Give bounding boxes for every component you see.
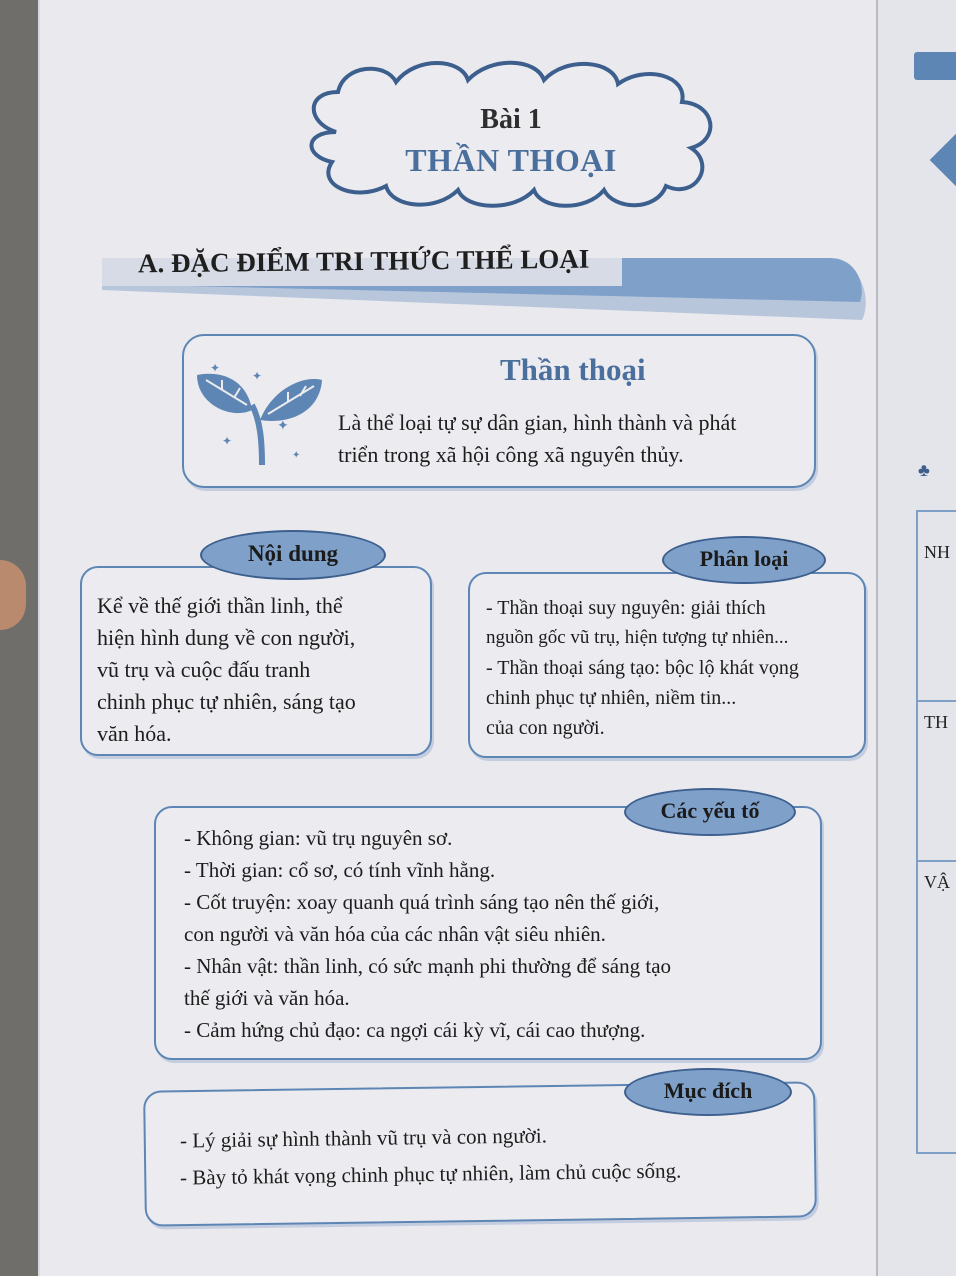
definition-title: Thần thoại: [500, 352, 646, 387]
section-title: A. ĐẶC ĐIỂM TRI THỨC THỂ LOẠI: [137, 243, 590, 279]
elements-line: con người và văn hóa của các nhân vật siêu nhiên.: [184, 922, 606, 946]
classify-line: chinh phục tự nhiên, niềm tin...: [486, 687, 737, 709]
svg-text:✦: ✦: [210, 361, 221, 375]
svg-text:✦: ✦: [252, 369, 263, 383]
thumb: [0, 560, 26, 630]
svg-text:✦: ✦: [277, 419, 289, 434]
adjacent-row-label: TH: [924, 712, 948, 732]
elements-line: - Cảm hứng chủ đạo: ca ngợi cái kỳ vĩ, cái cao thượng.: [184, 1018, 646, 1042]
elements-line: - Không gian: vũ trụ nguyên sơ.: [184, 826, 453, 850]
adjacent-decoration: [930, 132, 956, 189]
elements-line: - Cốt truyện: xoay quanh quá trình sáng tạo nên thế giới,: [184, 890, 660, 914]
svg-text:✦: ✦: [292, 450, 301, 461]
purpose-label: Mục đích: [624, 1068, 792, 1116]
content-line: vũ trụ và cuộc đấu tranh: [97, 657, 311, 682]
purpose-line: - Lý giải sự hình thành vũ trụ và con người.: [179, 1123, 548, 1153]
adjacent-page: [876, 0, 956, 1276]
purpose-line: - Bày tỏ khát vọng chinh phục tự nhiên, làm chủ cuộc sống.: [179, 1158, 682, 1190]
content-line: chinh phục tự nhiên, sáng tạo: [97, 689, 356, 714]
lesson-title: THẦN THOẠI: [405, 142, 617, 178]
content-line: văn hóa.: [97, 721, 172, 746]
definition-line: Là thể loại tự sự dân gian, hình thành và phát: [338, 410, 737, 435]
content-line: Kể về thế giới thần linh, thể: [97, 593, 343, 618]
leaf-icon: [192, 350, 332, 470]
adjacent-header-bar: [914, 52, 956, 80]
elements-label: Các yếu tố: [624, 788, 796, 836]
elements-line: - Nhân vật: thần linh, có sức mạnh phi thường để sáng tạo: [184, 954, 672, 978]
classify-line: nguồn gốc vũ trụ, hiện tượng tự nhiên...: [486, 627, 789, 648]
classify-line: - Thần thoại sáng tạo: bộc lộ khát vọng: [486, 657, 799, 679]
content-label: Nội dung: [200, 530, 386, 580]
svg-text:✦: ✦: [222, 434, 233, 448]
elements-line: thế giới và văn hóa.: [184, 986, 350, 1010]
club-icon: ♣: [918, 460, 930, 480]
content-line: hiện hình dung về con người,: [97, 625, 356, 650]
classify-label: Phân loại: [662, 536, 826, 584]
adjacent-row-label: NH: [924, 542, 950, 562]
adjacent-row-label: VẬ: [924, 872, 950, 892]
adjacent-table: [916, 510, 956, 1154]
lesson-number: Bài 1: [480, 104, 542, 135]
classify-line: của con người.: [486, 717, 605, 739]
classify-line: - Thần thoại suy nguyên: giải thích: [486, 597, 766, 619]
elements-line: - Thời gian: cổ sơ, có tính vĩnh hằng.: [184, 858, 496, 882]
definition-line: triển trong xã hội công xã nguyên thủy.: [338, 442, 684, 467]
